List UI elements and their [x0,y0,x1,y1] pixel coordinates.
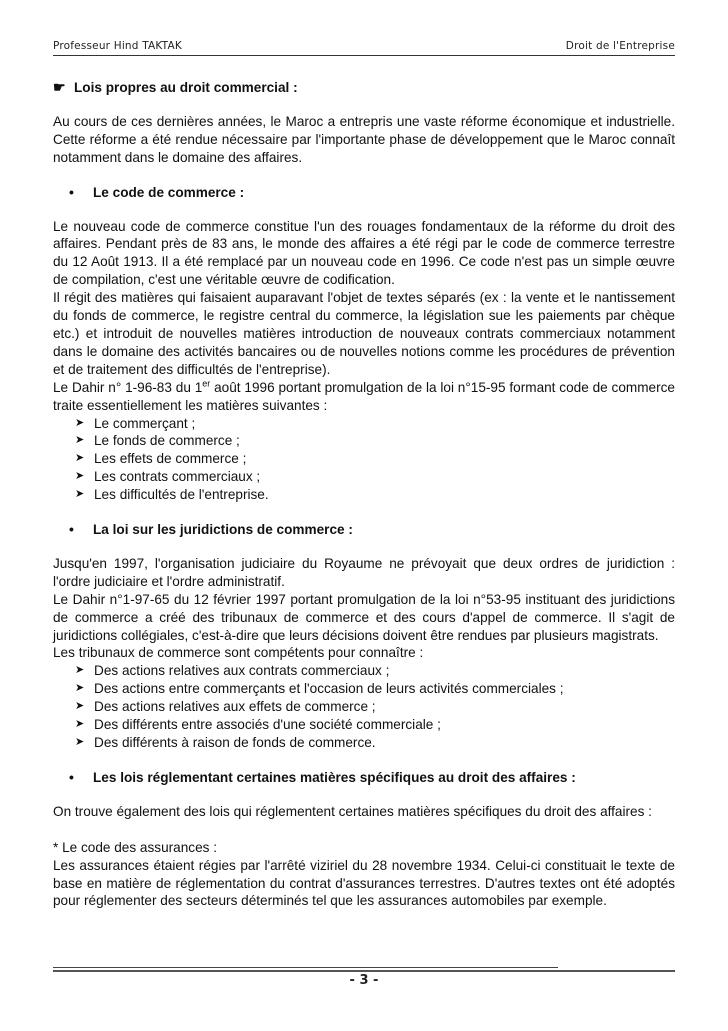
section-title-text: Lois propres au droit commercial : [74,80,298,95]
page-header [53,40,675,56]
header-course: Droit de l'Entreprise [565,40,675,52]
code-paragraph-2: Il régit des matières qui faisaient auparavant l'objet de textes séparés (ex : la vente et le nantissement du fonds de commerce, le registre central du commerce, la législation sue les paiements par chèque etc.) et introduit de nouvelles matières introduction de nouveaux contrats commerciaux notamment dans le domaine des activités bancaires ou de nouvelles notions comme les procédures de prévention et de traitement des difficultés de l'entreprise). [53,290,675,377]
heading-juridictions [69,521,675,539]
arrow-bullet-icon: ➤ [75,434,85,447]
intro-paragraph: Au cours de ces dernières années, le Maroc a entrepris une vaste réforme économique et industrielle. Cette réforme a été rendue nécessaire par l'importante phase de développement que le Maroc connaît notamment dans le domaine des affaires. [53,113,675,165]
list-item: ➤ Le commerçant ; [75,415,196,431]
footer-rule-thick [53,970,675,972]
code-paragraph-1: Le nouveau code de commerce constitue l'un des rouages fondamentaux de la réforme du droit des affaires. Pendant près de 83 ans, le monde des affaires a été régi par le code de commerce terrestre du 12 Août 1913. Il a été remplacé par un nouveau code en 1996. Ce code n'est pas un simple œuvre de compilation, c'est une véritable œuvre de codification. [53,218,675,288]
list-item: ➤ Des différents à raison de fonds de commerce. [75,735,376,750]
bullet-icon: • [69,768,74,785]
superscript-er: er [202,378,211,389]
bullet-icon: • [69,521,74,538]
dahir-text-end: août 1996 portant promulgation de la loi n°15-95 formant code de commerce traite essentiellement les matières suivantes : [53,379,675,413]
header-author: Professeur Hind TAKTAK [53,40,182,52]
document-body [53,79,675,910]
code-paragraph-3 [53,379,675,415]
list-item: ➤ Des actions relatives aux effets de commerce ; [75,699,376,715]
arrow-bullet-icon: ➤ [75,488,85,501]
page-number: - 3 - [349,973,379,988]
juridictions-paragraph-1: Jusqu'en 1997, l'organisation judiciaire du Royaume ne prévoyait que deux ordres de juridiction : l'ordre judiciaire et l'ordre administratif. [53,555,675,589]
lois-paragraph-1: On trouve également des lois qui réglementent certaines matières spécifiques du droit des affaires : [53,803,652,819]
arrow-bullet-icon: ➤ [75,736,85,748]
bullet-icon: • [69,183,74,200]
arrow-bullet-icon: ➤ [75,416,85,429]
assurances-title: * Le code des assurances : [53,839,217,855]
arrow-bullet-icon: ➤ [75,452,85,465]
list-item: ➤ Des différents entre associés d'une société commerciale ; [75,717,441,733]
list-item: ➤ Le fonds de commerce ; [75,433,240,449]
arrow-bullet-icon: ➤ [75,664,85,677]
juridictions-paragraph-3: Les tribunaux de commerce sont compétents pour connaître : [53,645,424,661]
list-item: ➤ Des actions entre commerçants et l'occasion de leurs activités commerciales ; [75,681,564,697]
arrow-bullet-icon: ➤ [75,718,85,731]
heading-lois-specifiques-text: Les lois réglementant certaines matières spécifiques au droit des affaires : [93,769,576,785]
heading-lois-specifiques [69,769,675,787]
juridictions-paragraph-2: Le Dahir n°1-97-65 du 12 février 1997 portant promulgation de la loi n°53-95 instituant des juridictions de commerce a créé des tribunaux de commerce et des cours d'appel de commerce. Il s'agit de juridictions collégiales, c'est-à-dire que leurs décisions doivent être rendues par plusieurs magistrats. [53,591,675,643]
heading-code-commerce [69,184,675,202]
competences-list [53,662,675,752]
arrow-bullet-icon: ➤ [75,470,85,483]
dahir-text-start: Le Dahir n° 1-96-83 du 1 [53,379,203,395]
heading-juridictions-text: La loi sur les juridictions de commerce : [93,522,353,538]
arrow-bullet-icon: ➤ [75,682,85,695]
list-item: ➤ Les contrats commerciaux ; [75,469,261,485]
footer-rule [53,967,558,968]
code-matters-list [53,415,675,505]
section-title [53,79,675,97]
list-item: ➤ Les difficultés de l'entreprise. [75,487,269,503]
arrow-bullet-icon: ➤ [75,700,85,713]
pointing-hand-icon: ☛ [53,79,66,95]
heading-code-commerce-text: Le code de commerce : [93,184,245,200]
assurances-paragraph: Les assurances étaient régies par l'arrêté viziriel du 28 novembre 1934. Celui-ci constituait le texte de base en matière de réglementation du contrat d'assurances terrestres. D'autres textes ont été adoptés pour réglementer des secteurs déterminés tel que les assurances automobiles par exemple. [53,857,675,909]
list-item: ➤ Des actions relatives aux contrats commerciaux ; [75,663,390,679]
list-item: ➤ Les effets de commerce ; [75,451,247,467]
